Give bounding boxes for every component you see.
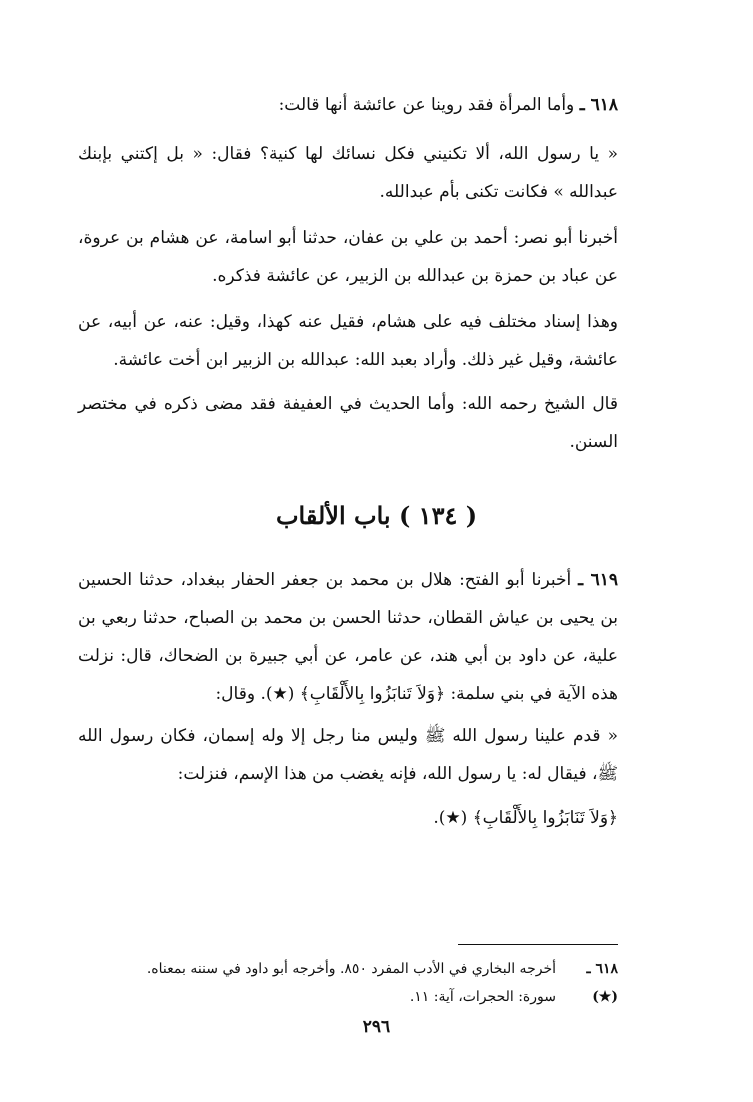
hadith-618-isnad: أخبرنا أبو نصر: أحمد بن علي بن عفان، حدثنا أبو اسامة، عن هشام بن عروة، عن عباد بن حمزة بن عبدالله بن الزبير، عن عائشة فذكره. (78, 228, 618, 286)
hadith-number-619: ٦١٩ ـ (578, 570, 618, 590)
page-number: ٢٩٦ (362, 1017, 391, 1037)
hadith-number-618: ٦١٨ ـ (579, 95, 618, 115)
hadith-618-comment-block (78, 303, 618, 379)
footnote-text: أخرجه البخاري في الأدب المفرد ٨٥٠. وأخرجه أبو داود في سننه بمعناه. (146, 961, 556, 977)
hadith-619-isnad: أخبرنا أبو الفتح: هلال بن محمد بن جعفر الحفار ببغداد، حدثنا الحسين بن يحيى بن عياش القطان، حدثنا الحسن بن محمد بن الصباح، حدثنا ربعي بن علية، عن داود بن أبي هند، عن عامر، عن أبي جبيرة بن الضحاك، قال: نزلت هذه الآية في بني سلمة: ﴿وَلاَ تَنابَزُوا بِالأَلْقَابِ﴾ (★). وقال: (78, 570, 618, 704)
footnote-mark: ٦١٨ ـ (586, 961, 618, 977)
hadith-618-matn: « يا رسول الله، ألا تكنيني فكل نسائك لها كنية؟ فقال: « بل إكتني بإبنك عبدالله » فكانت تكنى بأم عبدالله. (78, 144, 618, 202)
sheikh-note-block (78, 385, 618, 461)
hadith-618-isnad-block (78, 219, 618, 295)
footnote-text: سورة: الحجرات، آية: ١١. (409, 989, 556, 1005)
footnote-mark: (★) (592, 989, 618, 1005)
footnote-618 (140, 956, 618, 982)
sheikh-note: قال الشيخ رحمه الله: وأما الحديث في العفيفة فقد مضى ذكره في مختصر السنن. (78, 394, 618, 452)
hadith-618-intro-text: وأما المرأة فقد روينا عن عائشة أنها قالت: (278, 95, 575, 115)
hadith-619-text-block (78, 717, 618, 793)
footnote-divider (458, 944, 618, 945)
hadith-618-intro (78, 86, 618, 124)
hadith-618-text (78, 135, 618, 211)
hadith-619-matn: « قدم علينا رسول الله ﷺ وليس منا رجل إلا وله إسمان، فكان رسول الله ﷺ، فيقال له: يا رسول الله، فإنه يغضب من هذا الإسم، فنزلت: (78, 726, 618, 784)
footnote-star (140, 984, 618, 1010)
hadith-619-isnad-block (78, 561, 618, 713)
chapter-title: ( ١٣٤ ) باب الألقاب (275, 501, 478, 530)
hadith-618-comment: وهذا إسناد مختلف فيه على هشام، فقيل عنه كهذا، وقيل: عنه، عن أبيه، عن عائشة، وقيل غير ذلك. وأراد بعبد الله: عبدالله بن الزبير ابن أخت عائشة. (78, 312, 618, 370)
hadith-619-verse-block (78, 799, 618, 837)
quran-verse: ﴿وَلاَ تَنَابَزُوا بِالأَلْقَابِ﴾ (★). (433, 808, 618, 828)
